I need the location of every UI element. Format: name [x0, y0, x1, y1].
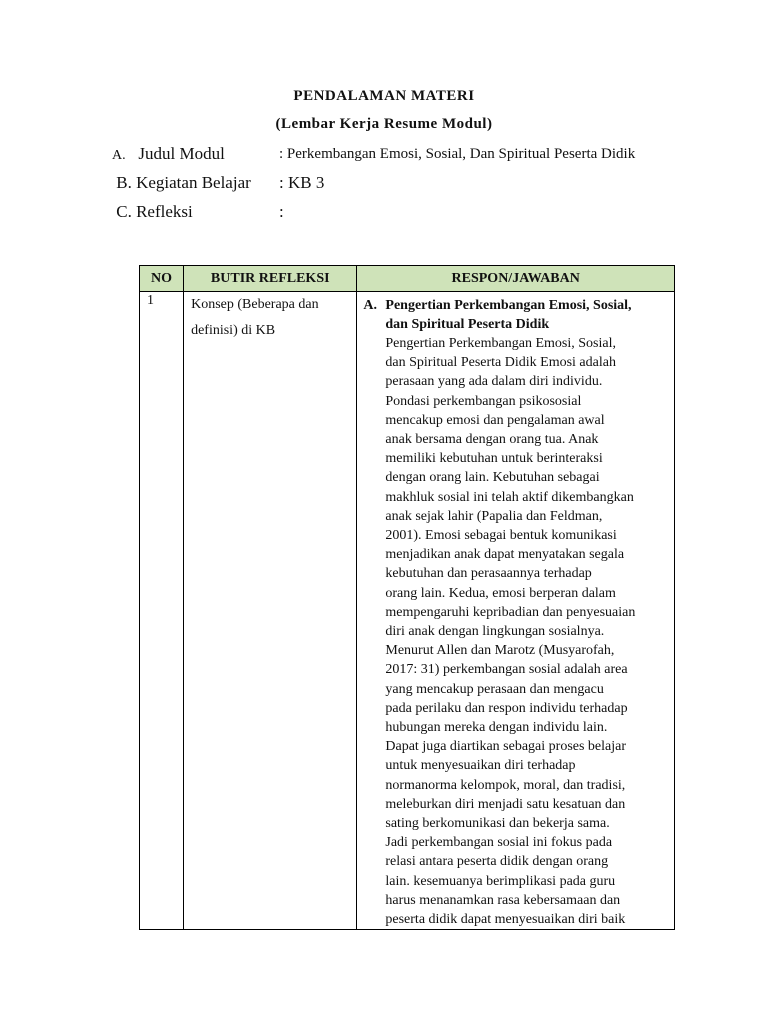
respon-line: diri anak dengan lingkungan sosialnya.	[385, 624, 605, 640]
respon-line: Pondasi perkembangan psikososial	[385, 393, 582, 409]
header-butir-refleksi: BUTIR REFLEKSI	[184, 266, 357, 292]
header-respon-jawaban: RESPON/JAWABAN	[357, 266, 675, 292]
info-letter: A.	[112, 148, 126, 163]
respon-line: memiliki kebutuhan untuk berinteraksi	[385, 451, 603, 467]
info-label: Refleksi	[136, 202, 193, 221]
respon-line: menjadikan anak dapat menyatakan segala	[385, 547, 625, 563]
table-row	[140, 292, 675, 930]
respon-line: normanorma kelompok, moral, dan tradisi,	[385, 777, 626, 793]
respon-line: 2001). Emosi sebagai bentuk komunikasi	[385, 528, 617, 544]
info-letter: C.	[116, 202, 132, 221]
info-value: : Perkembangan Emosi, Sosial, Dan Spiritual Peserta Didik	[279, 146, 636, 162]
respon-line: dan Spiritual Peserta Didik Emosi adalah	[385, 355, 616, 371]
respon-line: anak sejak lahir (Papalia dan Feldman,	[385, 508, 603, 524]
row-number: 1	[140, 292, 184, 930]
page-subtitle: (Lembar Kerja Resume Modul)	[275, 116, 493, 132]
page-title: PENDALAMAN MATERI	[293, 88, 475, 104]
info-value: : KB 3	[279, 173, 325, 192]
info-label: Judul Modul	[138, 144, 225, 163]
row-respon	[357, 292, 675, 930]
respon-line: 2017: 31) perkembangan sosial adalah area	[385, 662, 628, 678]
respon-heading	[357, 292, 674, 334]
butir-line: Konsep (Beberapa dan	[191, 297, 319, 312]
respon-line: anak bersama dengan orang tua. Anak	[385, 432, 599, 448]
respon-line: makhluk sosial ini telah aktif dikembangkan	[385, 489, 634, 505]
respon-text	[357, 334, 674, 929]
respon-line: Dapat juga diartikan sebagai proses belajar	[385, 739, 627, 755]
respon-line: mencakup emosi dan pengalaman awal	[385, 412, 605, 428]
respon-line: dengan orang lain. Kebutuhan sebagai	[385, 470, 600, 486]
respon-line: hubungan mereka dengan individu lain.	[385, 720, 608, 736]
respon-line: sating berkomunikasi dan bekerja sama.	[385, 816, 610, 832]
respon-line: perasaan yang ada dalam diri individu.	[385, 374, 603, 390]
respon-line: yang mencakup perasaan dan mengacu	[385, 681, 604, 697]
respon-line: Jadi perkembangan sosial ini fokus pada	[385, 835, 613, 851]
table-header-row	[140, 266, 675, 292]
respon-line: kebutuhan dan perasaannya terhadap	[385, 566, 592, 582]
respon-heading-line: Pengertian Perkembangan Emosi, Sosial,	[385, 298, 632, 313]
respon-line: pada perilaku dan respon individu terhadap	[385, 700, 628, 716]
respon-heading-line: dan Spiritual Peserta Didik	[385, 317, 550, 332]
info-value: :	[279, 202, 284, 221]
reflection-table	[139, 265, 675, 930]
respon-line: lain. kesemuanya berimplikasi pada guru	[385, 873, 616, 889]
row-butir	[184, 292, 357, 930]
header-no: NO	[140, 266, 184, 292]
info-label: Kegiatan Belajar	[136, 173, 251, 192]
info-letter: B.	[116, 173, 132, 192]
respon-line: Pengertian Perkembangan Emosi, Sosial,	[385, 336, 616, 351]
respon-line: Menurut Allen dan Marotz (Musyarofah,	[385, 643, 615, 659]
respon-line: peserta didik dapat menyesuaikan diri baik	[385, 912, 626, 928]
respon-heading-mark: A.	[363, 298, 378, 313]
respon-line: mempengaruhi kepribadian dan penyesuaian	[385, 604, 636, 620]
respon-line: harus menanamkan rasa kebersamaan dan	[385, 892, 621, 908]
butir-line: definisi) di KB	[191, 323, 276, 338]
respon-line: untuk menyesuaikan diri terhadap	[385, 758, 576, 774]
respon-line: relasi antara peserta didik dengan orang	[385, 854, 609, 870]
respon-line: orang lain. Kedua, emosi berperan dalam	[385, 585, 616, 601]
respon-line: meleburkan diri menjadi satu kesatuan dan	[385, 796, 626, 812]
